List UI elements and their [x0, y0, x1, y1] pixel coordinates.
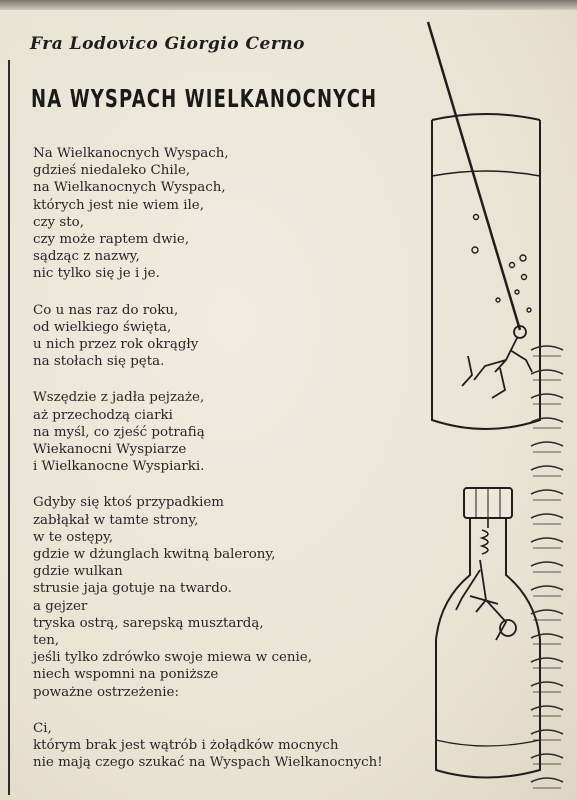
corkscrew-icon — [482, 518, 488, 554]
poem-line: nic tylko się je i je. — [33, 266, 160, 282]
poem-line: Wiekanocni Wyspiarze — [33, 442, 187, 458]
poem-line: i Wielkanocne Wyspiarki. — [33, 459, 205, 475]
poem-line: gdzieś niedaleko Chile, — [33, 163, 191, 179]
poem-line: aż przechodzą ciarki — [33, 407, 173, 423]
poem-line: gdzie w dżunglach kwitną balerony, — [33, 547, 276, 563]
binding-strip — [527, 340, 567, 800]
poem-line: Gdyby się ktoś przypadkiem — [33, 495, 224, 511]
poem-line: u nich przez rok okrągły — [33, 337, 199, 353]
poem-title: NA WYSPACH WIELKANOCNYCH — [31, 84, 378, 113]
poem-line: Co u nas raz do roku, — [33, 302, 179, 318]
poem-line: których jest nie wiem ile, — [33, 197, 204, 213]
poem-line: Wszędzie z jadła pejzaże, — [33, 390, 205, 406]
poem-line: na stołach się pęta. — [33, 354, 165, 370]
poem-line: na myśl, co zjeść potrafią — [33, 424, 205, 440]
poem-line: a gejzer — [33, 598, 88, 614]
poem-line: którym brak jest wątrób i żołądków mocnych — [33, 738, 339, 754]
author-name: Fra Lodovico Giorgio Cerno — [30, 34, 305, 54]
poem-line: jeśli tylko zdrówko swoje miewa w cenie, — [33, 650, 312, 666]
poem-line: od wielkiego święta, — [33, 319, 172, 335]
poem-line: gdzie wulkan — [33, 564, 123, 580]
poem-line: na Wielkanocnych Wyspach, — [33, 180, 226, 196]
poem-line: czy może raptem dwie, — [33, 232, 190, 248]
poem-line: sądząc z nazwy, — [33, 249, 140, 265]
bottle-body — [436, 518, 540, 778]
poem-line: poważne ostrzeżenie: — [33, 684, 179, 700]
poem-line: Ci, — [33, 720, 52, 736]
poem-line: tryska ostrą, sarepską musztardą, — [33, 615, 264, 631]
poem-line: niech wspomni na poniższe — [33, 667, 219, 683]
poem-line: Na Wielkanocnych Wyspach, — [33, 146, 229, 161]
poem-line: czy sto, — [33, 214, 84, 230]
poem-line: strusie jaja gotuje na twardo. — [33, 581, 232, 597]
poem-line: ten, — [33, 633, 60, 649]
poem-line: zabłąkał w tamte strony, — [33, 512, 199, 528]
poem-line: w te ostępy, — [33, 529, 114, 545]
poem-line: nie mają czego szukać na Wyspach Wielkanocnych! — [33, 755, 383, 771]
